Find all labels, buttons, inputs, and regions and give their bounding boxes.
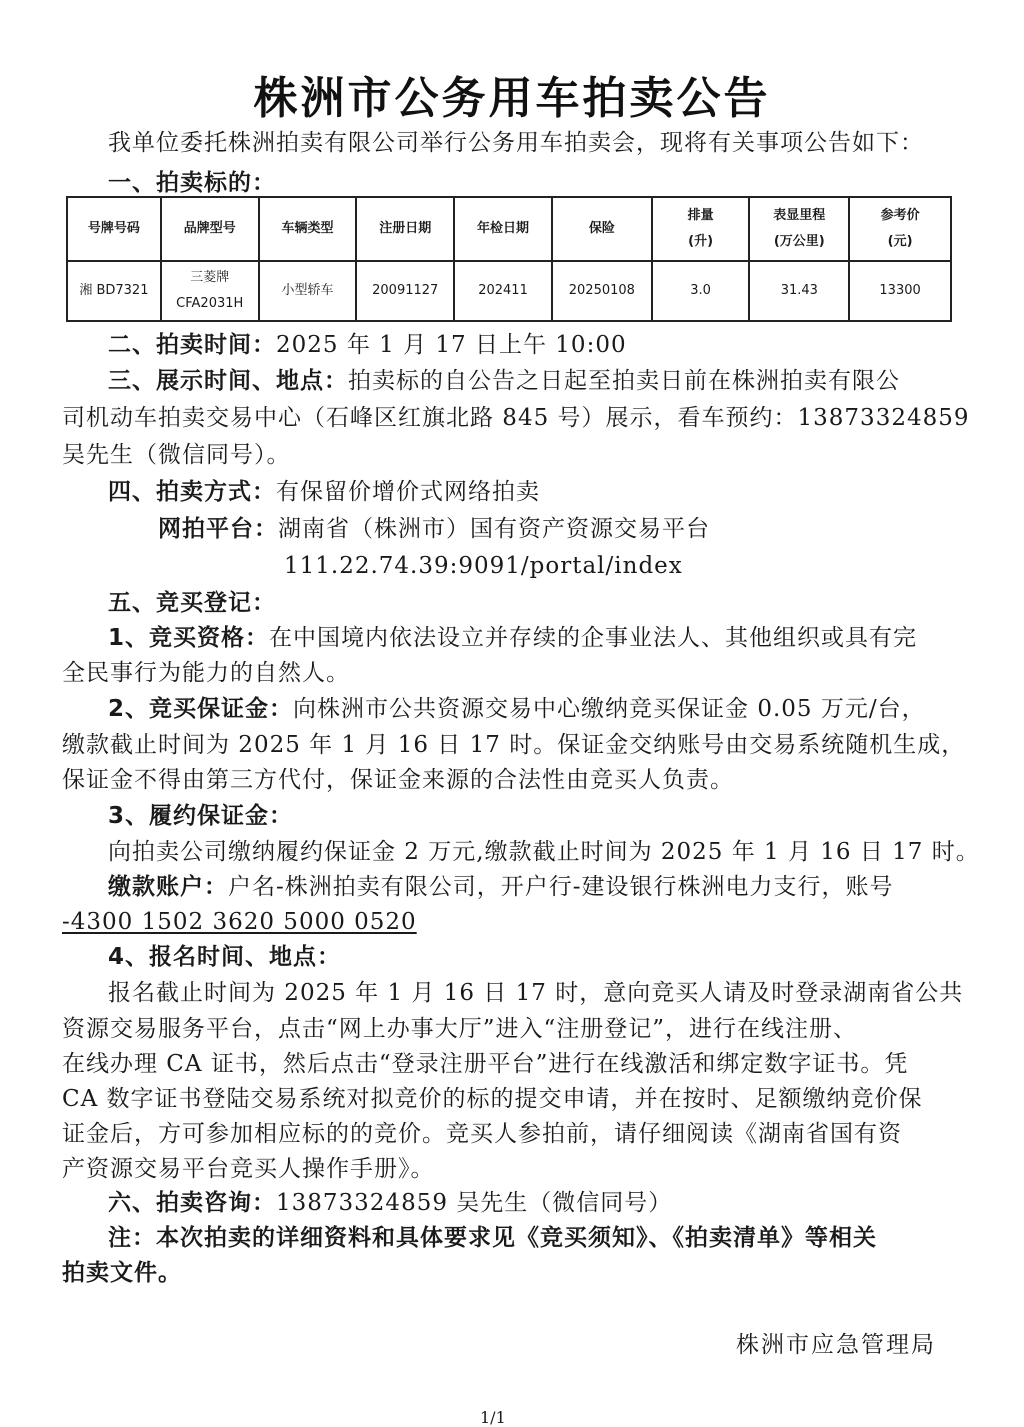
- account-label: 缴款账户：: [108, 874, 228, 900]
- note-line-2: 拍卖文件。: [62, 1260, 182, 1286]
- item-4-line-2: 资源交易服务平台，点击“网上办事大厅”进入“注册登记”，进行在线注册、: [62, 1016, 858, 1042]
- auction-method: 有保留价增价式网络拍卖: [276, 479, 540, 505]
- item-3-label: 3、履约保证金：: [108, 803, 294, 829]
- section-3-heading: 三、展示时间、地点：: [108, 368, 348, 394]
- cell-mileage: 31.43: [749, 261, 849, 321]
- note-line-1: 注：本次拍卖的详细资料和具体要求见《竞买须知》、《拍卖清单》等相关: [108, 1225, 877, 1251]
- cell-displacement: 3.0: [652, 261, 750, 321]
- item-4-line-3: 在线办理 CA 证书，然后点击“登录注册平台”进行在线激活和绑定数字证书。凭: [62, 1051, 909, 1077]
- section-3-line-2: 司机动车拍卖交易中心（石峰区红旗北路 845 号）展示，看车预约：13873324859: [62, 405, 970, 431]
- item-1-label: 1、竞买资格：: [108, 625, 270, 651]
- item-2-label: 2、竞买保证金：: [108, 696, 294, 722]
- section-1-heading: 一、拍卖标的：: [108, 170, 276, 196]
- cell-brand-name: 三菱牌: [190, 270, 230, 285]
- header-vehicle-type: 车辆类型: [259, 197, 357, 261]
- table-row: [67, 261, 951, 321]
- platform-url: 111.22.74.39:9091/portal/index: [284, 553, 683, 579]
- cell-insurance: 20250108: [552, 261, 652, 321]
- item-2-text-1: 向株洲市公共资源交易中心缴纳竞买保证金 0.05 万元/台，: [293, 696, 926, 722]
- section-5-heading: 五、竞买登记：: [108, 590, 276, 616]
- account-number: -4300 1502 3620 5000 0520: [62, 909, 417, 935]
- item-2-line-3: 保证金不得由第三方代付，保证金来源的合法性由竞买人负责。: [62, 767, 734, 793]
- header-mileage-unit: (万公里): [773, 234, 825, 249]
- header-displacement: [652, 197, 750, 261]
- item-4-label: 4、报名时间、地点：: [108, 944, 342, 970]
- item-3-line-1: 向拍卖公司缴纳履约保证金 2 万元,缴款截止时间为 2025 年 1 月 16 日 17 时。: [108, 839, 980, 865]
- section-2-heading: 二、拍卖时间：: [108, 332, 276, 358]
- consultation-contact: 13873324859 吴先生（微信同号）: [276, 1190, 673, 1216]
- section-6-heading: 六、拍卖咨询：: [108, 1190, 276, 1216]
- page-number: 1/1: [480, 1408, 506, 1427]
- table-header-row: [67, 197, 951, 261]
- intro-text: 我单位委托株洲拍卖有限公司举行公务用车拍卖会，现将有关事项公告如下：: [108, 130, 924, 156]
- cell-brand: [161, 261, 259, 321]
- header-price-label: 参考价: [880, 208, 920, 223]
- cell-inspection-date: 202411: [454, 261, 552, 321]
- item-4-line-6: 产资源交易平台竞买人操作手册》。: [62, 1156, 435, 1182]
- header-mileage-label: 表显里程: [773, 208, 826, 223]
- cell-registration-date: 20091127: [356, 261, 454, 321]
- section-4-line-2: [158, 514, 710, 544]
- account-text-1: 户名-株洲拍卖有限公司，开户行-建设银行株洲电力支行，账号: [228, 874, 894, 900]
- header-brand: 品牌型号: [161, 197, 259, 261]
- header-reference-price: [849, 197, 951, 261]
- cell-reference-price: 13300: [849, 261, 951, 321]
- item-1-line-2: 全民事行为能力的自然人。: [62, 660, 350, 686]
- auction-items-table: [66, 196, 952, 322]
- section-4-line-1: [108, 477, 540, 507]
- cell-vehicle-type: 小型轿车: [259, 261, 357, 321]
- item-2-line-1: [108, 694, 926, 724]
- item-4-line-5: 证金后，方可参加相应标的的竞价。竞买人参拍前，请仔细阅读《湖南省国有资: [62, 1121, 902, 1147]
- header-displacement-label: 排量: [687, 208, 714, 223]
- document-title: 株洲市公务用车拍卖公告: [253, 73, 771, 124]
- cell-plate: 湘 BD7321: [67, 261, 161, 321]
- header-price-unit: (元): [887, 234, 913, 249]
- header-inspection-date: 年检日期: [454, 197, 552, 261]
- issuer-signature: 株洲市应急管理局: [736, 1332, 936, 1358]
- platform-label: 网拍平台：: [158, 516, 278, 542]
- header-registration-date: 注册日期: [356, 197, 454, 261]
- section-4-heading: 四、拍卖方式：: [108, 479, 276, 505]
- auction-time: 2025 年 1 月 17 日上午 10:00: [276, 332, 627, 358]
- section-3-line-1: [108, 366, 900, 396]
- cell-brand-model: CFA2031H: [176, 296, 244, 311]
- section-3-text-1: 拍卖标的自公告之日起至拍卖日前在株洲拍卖有限公: [348, 368, 900, 394]
- item-2-line-2: 缴款截止时间为 2025 年 1 月 16 日 17 时。保证金交纳账号由交易系统随机生成，: [62, 732, 966, 758]
- header-displacement-unit: (升): [688, 234, 714, 249]
- account-line-1: [108, 872, 894, 902]
- section-6: [108, 1188, 672, 1218]
- item-1-line-1: [108, 623, 917, 653]
- item-4-line-1: 报名截止时间为 2025 年 1 月 16 日 17 时，意向竞买人请及时登录湖南省公共: [108, 980, 964, 1006]
- section-3-line-3: 吴先生（微信同号）。: [62, 442, 291, 468]
- header-plate: 号牌号码: [67, 197, 161, 261]
- platform-name: 湖南省（株洲市）国有资产资源交易平台: [278, 516, 710, 542]
- item-4-line-4: CA 数字证书登陆交易系统对拟竞价的标的提交申请，并在按时、足额缴纳竞价保: [62, 1086, 923, 1112]
- header-mileage: [749, 197, 849, 261]
- section-2: [108, 330, 627, 360]
- item-1-text-1: 在中国境内依法设立并存续的企事业法人、其他组织或具有完: [269, 625, 918, 651]
- header-insurance: 保险: [552, 197, 652, 261]
